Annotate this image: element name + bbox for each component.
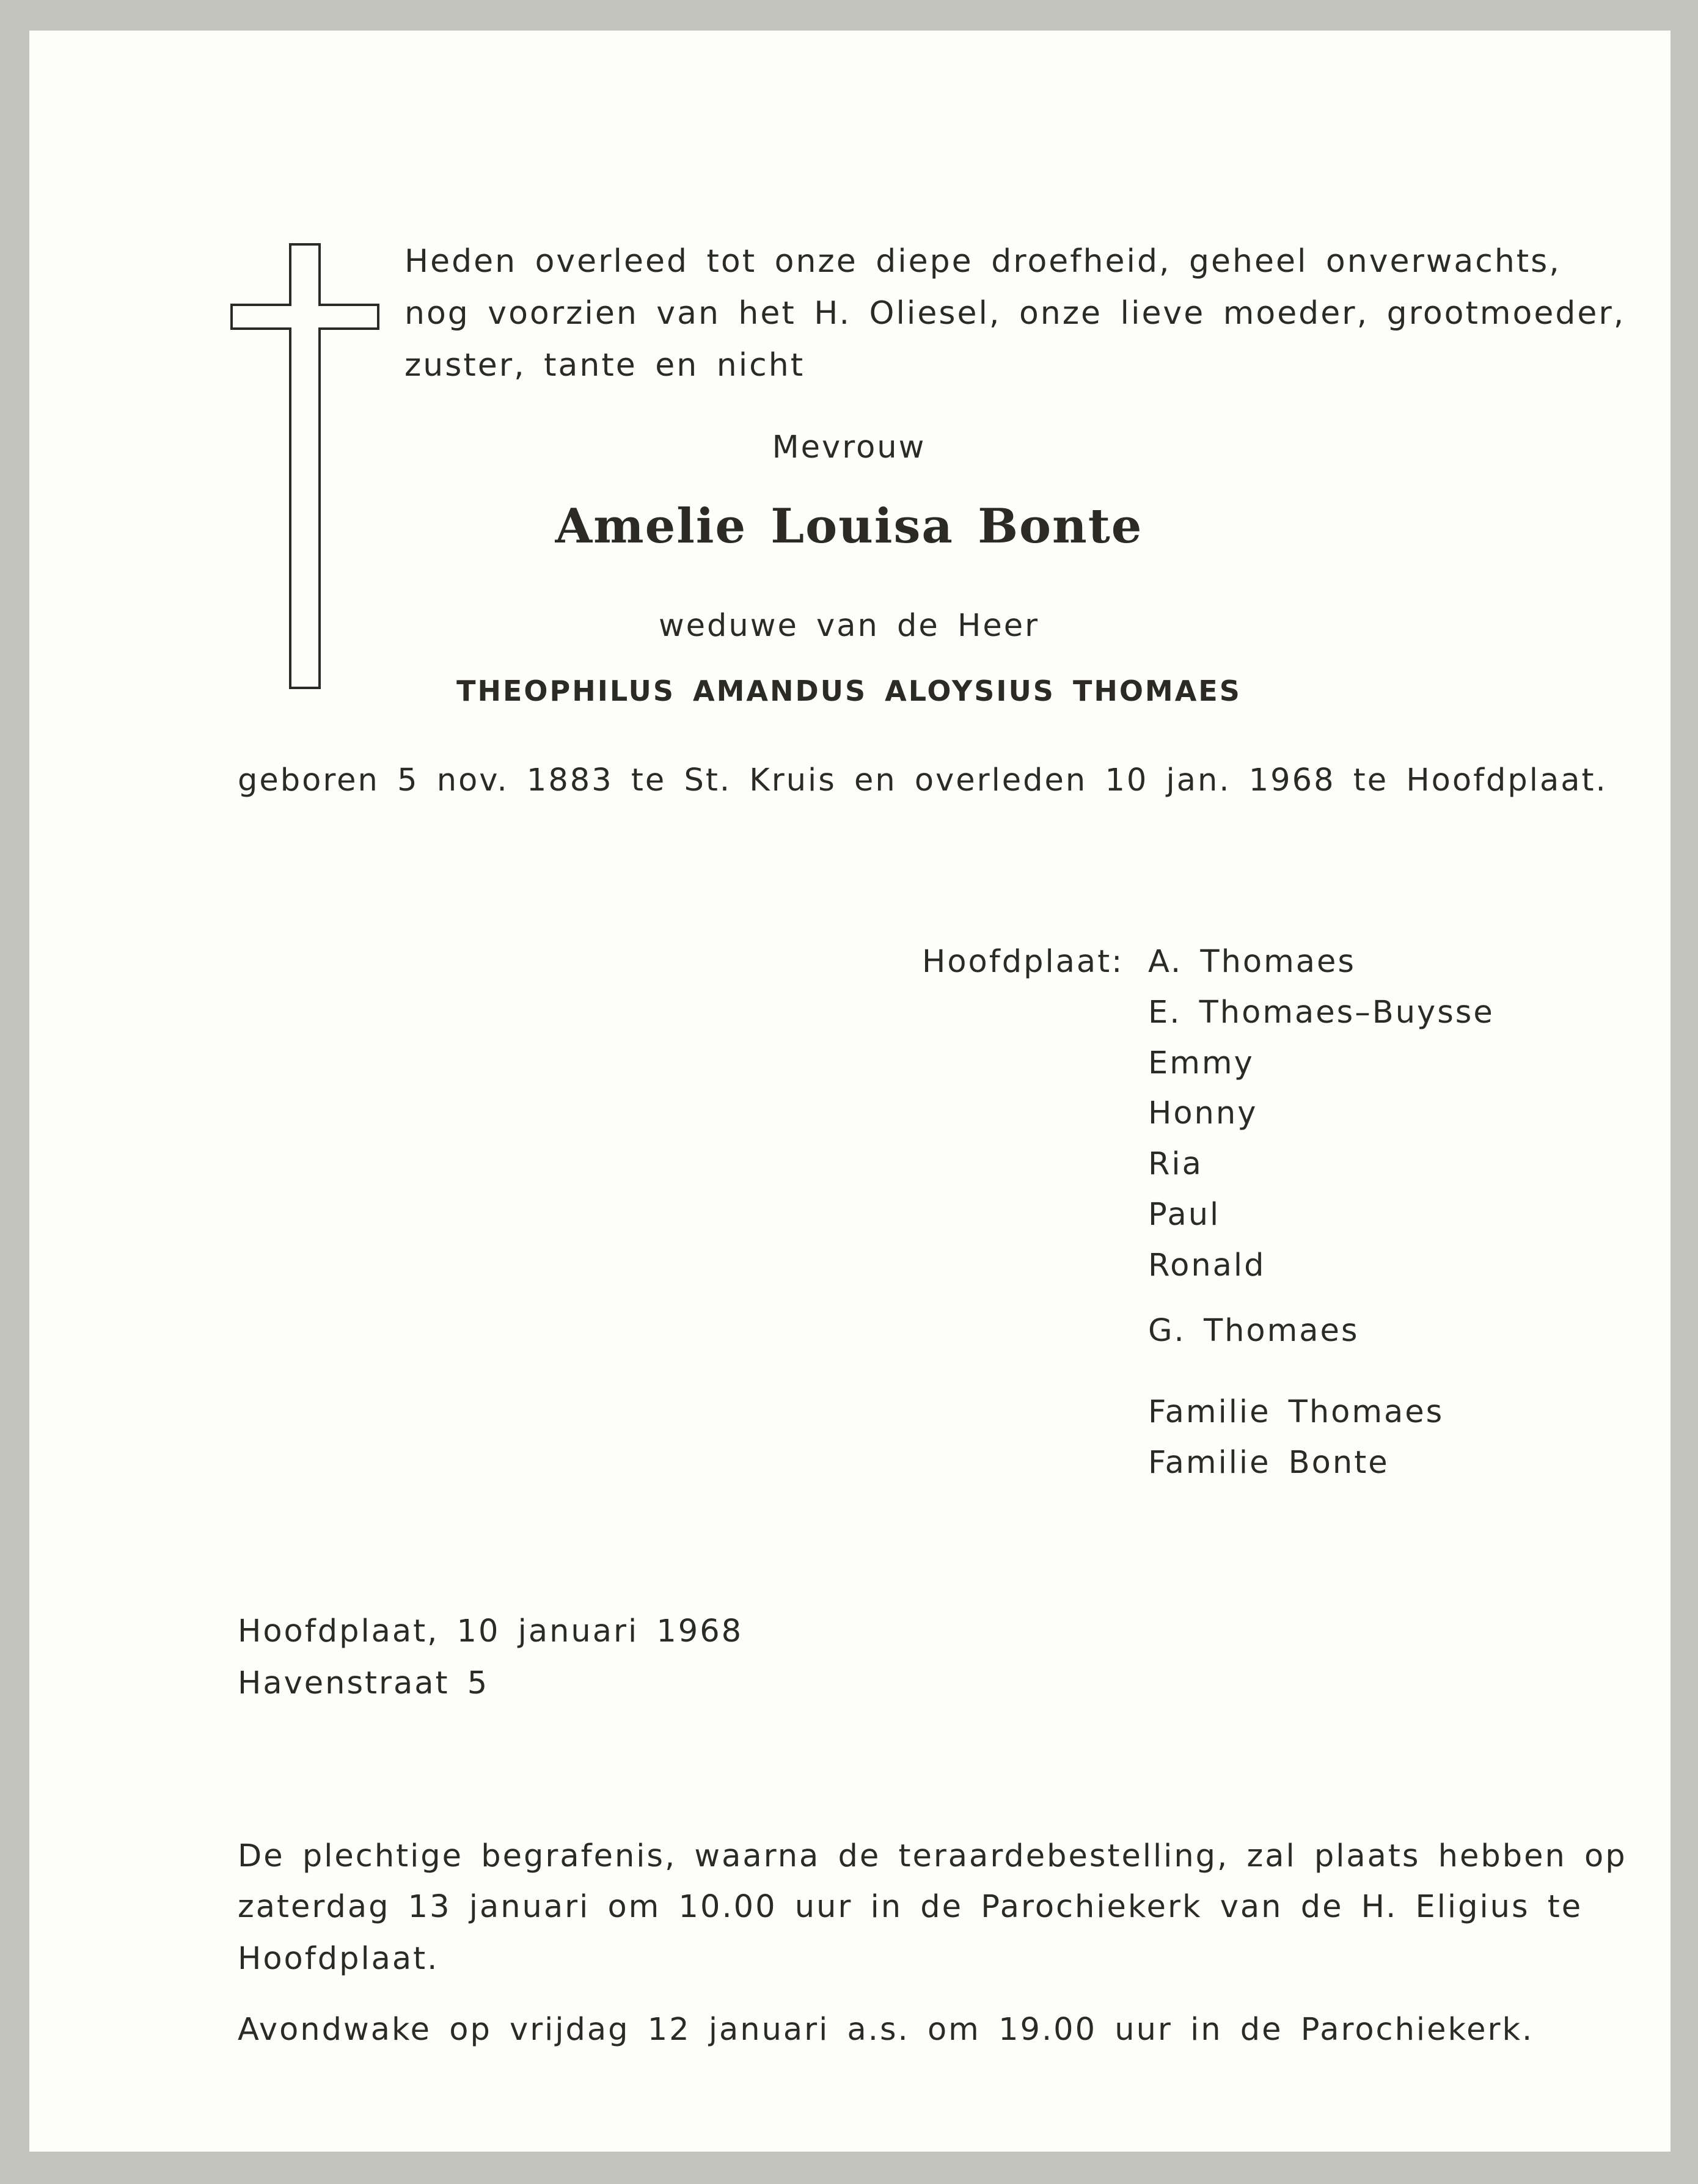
widow-of: weduwe van de Heer — [658, 608, 1040, 644]
husband-name: THEOPHILUS AMANDUS ALOYSIUS THOMAES — [456, 674, 1242, 707]
intro-line: nog voorzien van het H. Oliesel, onze lieve moeder, grootmoeder, — [404, 295, 1626, 332]
honorific: Mevrouw — [772, 429, 926, 466]
funeral-line: De plechtige begrafenis, waarna de teraardebestelling, zal plaats hebben op — [238, 1838, 1627, 1874]
funeral-line: Hoofdplaat. — [238, 1941, 439, 1977]
family-member: Emmy — [1148, 1045, 1254, 1081]
family-member: A. Thomaes — [1148, 944, 1356, 980]
intro-line: Heden overleed tot onze diepe droefheid, geheel onverwachts, — [404, 243, 1561, 280]
family-member: Ronald — [1148, 1247, 1266, 1284]
intro-line: zuster, tante en nicht — [404, 347, 805, 384]
family-member: Paul — [1148, 1197, 1221, 1233]
deceased-name: Amelie Louisa Bonte — [555, 499, 1143, 554]
family-place: Hoofdplaat: — [922, 944, 1124, 980]
address-place-date: Hoofdplaat, 10 januari 1968 — [238, 1613, 744, 1649]
funeral-line: zaterdag 13 januari om 10.00 uur in de Parochiekerk van de H. Eligius te — [238, 1889, 1583, 1925]
family-member: E. Thomaes–Buysse — [1148, 995, 1495, 1031]
birth-death-line: geboren 5 nov. 1883 te St. Kruis en overleden 10 jan. 1968 te Hoofdplaat. — [238, 762, 1608, 798]
vigil-line: Avondwake op vrijdag 12 januari a.s. om 19.00 uur in de Parochiekerk. — [238, 2012, 1534, 2048]
family-member: G. Thomaes — [1148, 1313, 1359, 1349]
family-member: Familie Thomaes — [1148, 1394, 1444, 1430]
family-member: Honny — [1148, 1095, 1258, 1131]
family-member: Ria — [1148, 1146, 1203, 1182]
family-member: Familie Bonte — [1148, 1445, 1389, 1481]
address-street: Havenstraat 5 — [238, 1665, 489, 1701]
